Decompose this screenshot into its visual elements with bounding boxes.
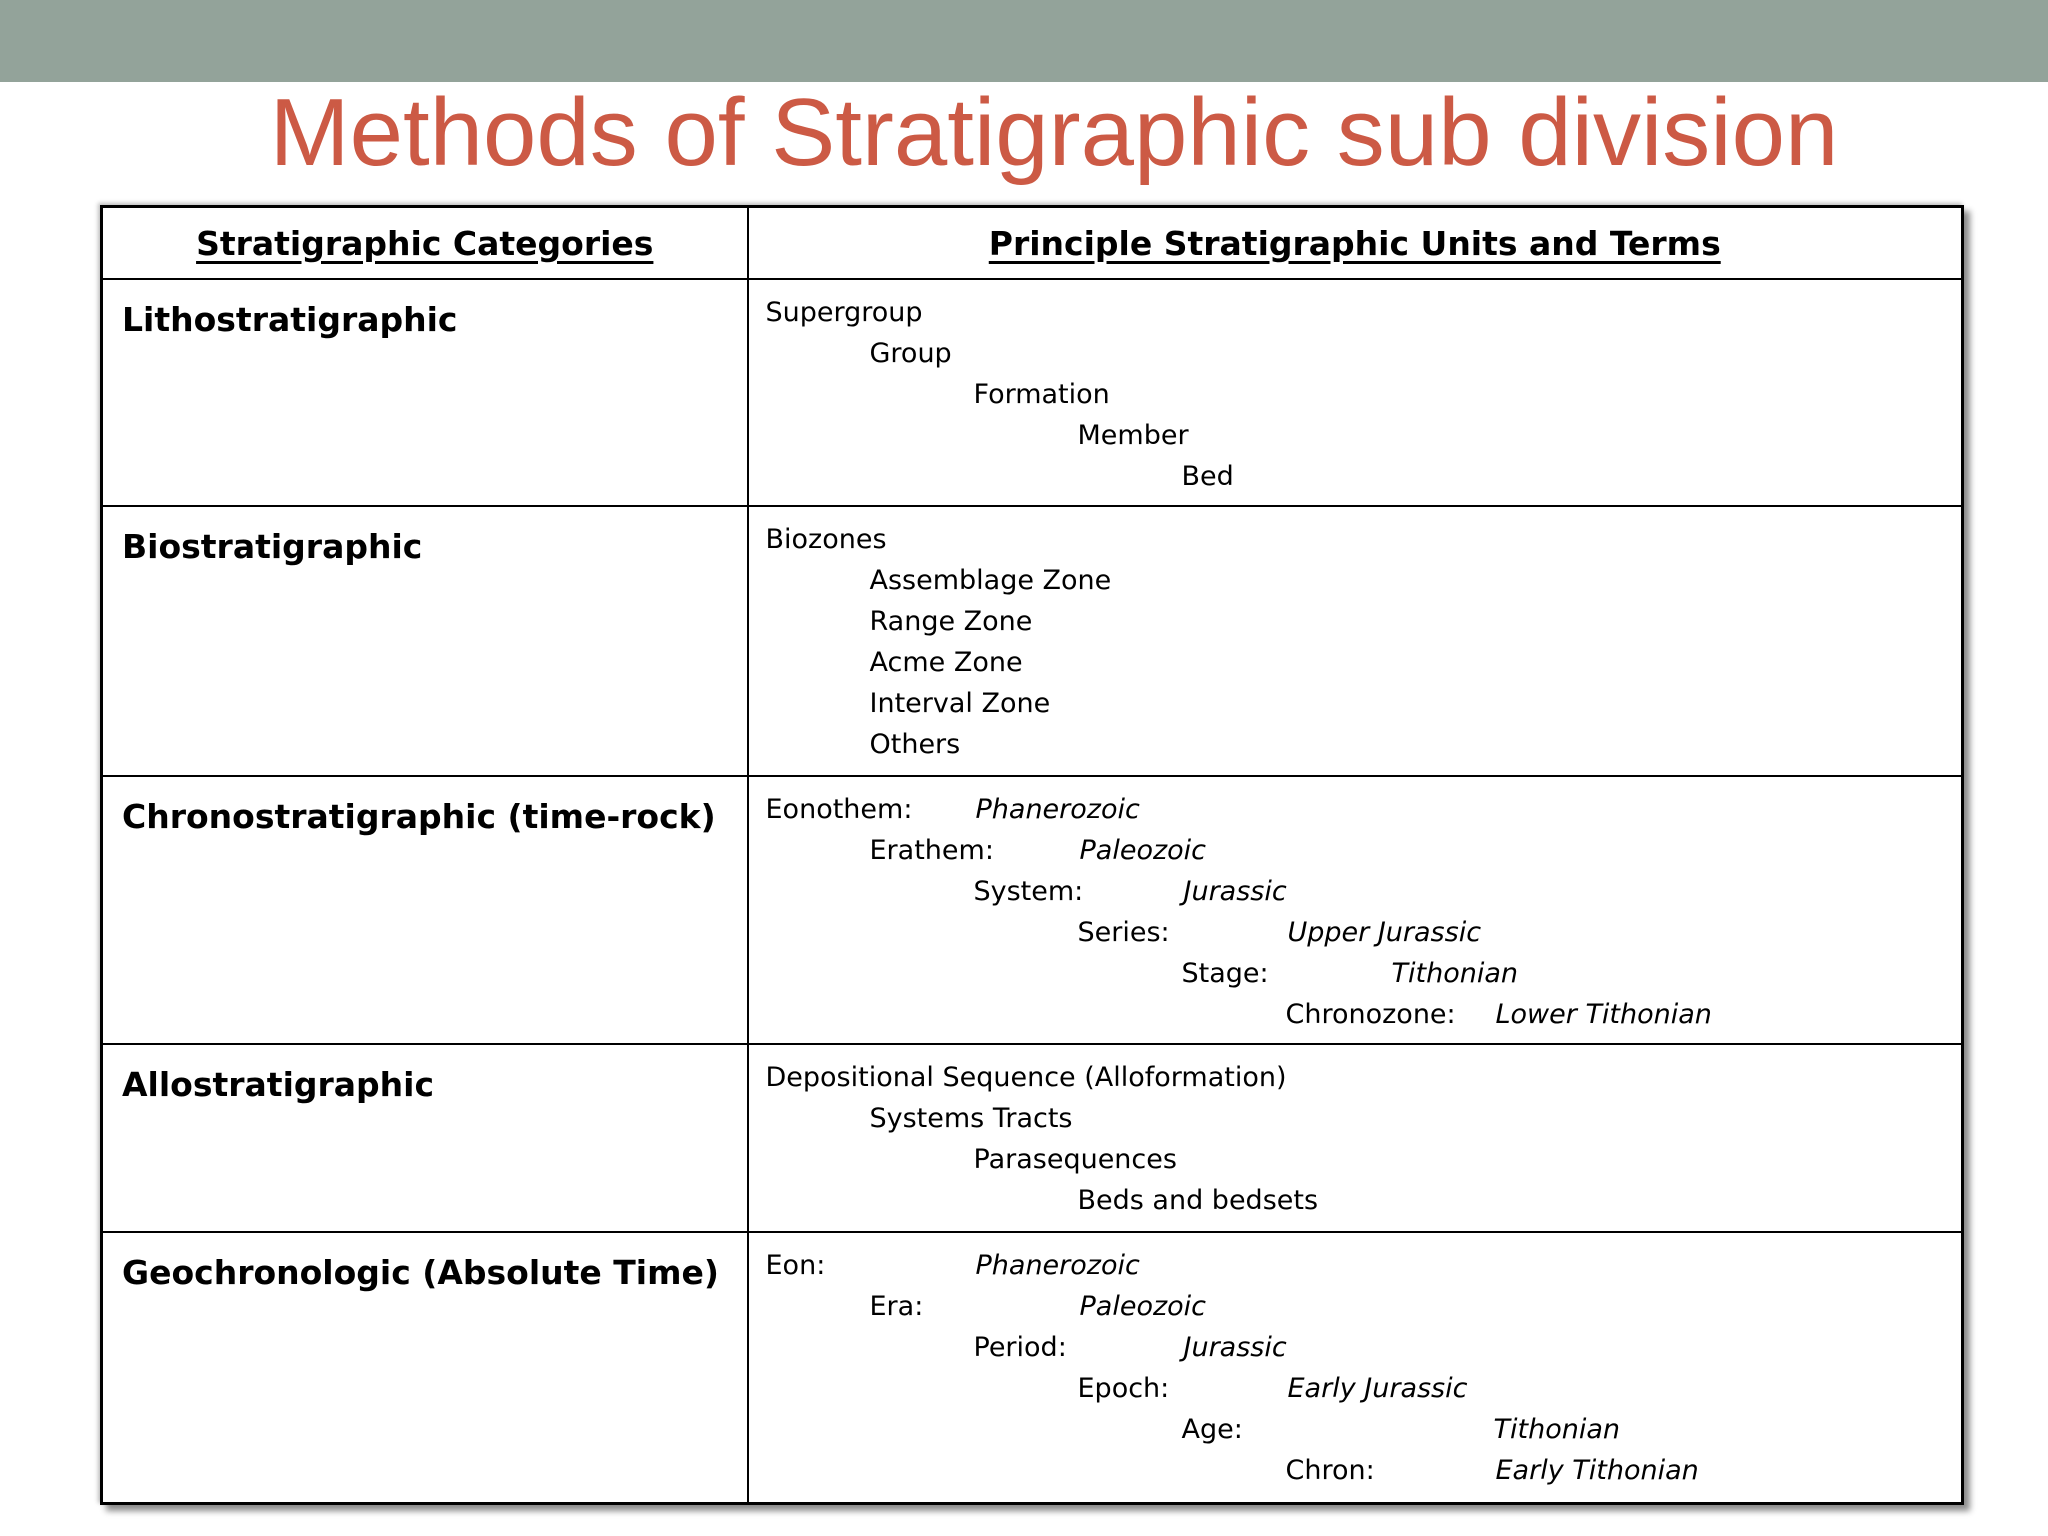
unit-value: Jurassic — [1183, 876, 1287, 907]
unit-label: Depositional Sequence (Alloformation) — [765, 1062, 1287, 1093]
table-row — [102, 506, 1963, 776]
units-cell — [748, 1044, 1963, 1232]
units-cell — [748, 776, 1963, 1044]
unit-label: Erathem: — [869, 835, 994, 866]
unit-value: Paleozoic — [1079, 1291, 1206, 1322]
category-cell: Chronostratigraphic (time-rock) — [102, 776, 748, 1044]
unit-value: Lower Tithonian — [1495, 999, 1712, 1030]
unit-value: Upper Jurassic — [1287, 917, 1482, 948]
header-units-label: Principle Stratigraphic Units and Terms — [988, 223, 1721, 263]
unit-value: Phanerozoic — [975, 1250, 1140, 1281]
strat-table — [100, 205, 1964, 1505]
unit-line — [870, 1102, 1073, 1136]
unit-line — [869, 834, 1206, 868]
units-cell — [748, 506, 1963, 776]
unit-label: Eonothem: — [765, 794, 913, 825]
unit-label: Series: — [1077, 917, 1170, 948]
unit-line — [870, 337, 952, 371]
unit-label: Parasequences — [973, 1144, 1177, 1175]
unit-label: Era: — [869, 1291, 924, 1322]
unit-line — [1182, 460, 1234, 494]
unit-value: Paleozoic — [1079, 835, 1206, 866]
unit-value: Early Tithonian — [1495, 1455, 1699, 1486]
unit-value: Early Jurassic — [1287, 1373, 1468, 1404]
unit-line — [766, 523, 887, 557]
unit-value: Tithonian — [1391, 958, 1518, 989]
unit-label: Assemblage Zone — [869, 565, 1112, 596]
unit-line — [870, 564, 1112, 598]
unit-label: Chron: — [1285, 1455, 1375, 1486]
header-units — [748, 207, 1963, 280]
category-cell: Biostratigraphic — [102, 506, 748, 776]
unit-label: System: — [973, 876, 1084, 907]
table-row — [102, 1232, 1963, 1504]
unit-label: Period: — [973, 1332, 1067, 1363]
unit-label: Supergroup — [765, 297, 923, 328]
table-row — [102, 776, 1963, 1044]
unit-label: Beds and bedsets — [1077, 1185, 1319, 1216]
strat-table-container — [100, 205, 1964, 1505]
unit-label: Age: — [1181, 1414, 1243, 1445]
header-band — [0, 0, 2048, 82]
unit-line — [765, 1249, 1140, 1283]
unit-label: Acme Zone — [869, 647, 1023, 678]
unit-line — [1078, 419, 1189, 453]
unit-line — [869, 1290, 1206, 1324]
units-cell — [748, 1232, 1963, 1504]
unit-value: Phanerozoic — [975, 794, 1140, 825]
unit-label: Bed — [1181, 461, 1234, 492]
unit-line — [974, 1143, 1177, 1177]
unit-line — [1077, 916, 1482, 950]
units-cell — [748, 279, 1963, 506]
unit-line — [1285, 1454, 1699, 1488]
unit-label: Chronozone: — [1285, 999, 1456, 1030]
unit-line — [974, 378, 1110, 412]
table-row — [102, 1044, 1963, 1232]
unit-label: Member — [1077, 420, 1189, 451]
unit-line — [1181, 1413, 1620, 1447]
unit-label: Biozones — [765, 524, 887, 555]
unit-label: Range Zone — [869, 606, 1033, 637]
unit-label: Formation — [973, 379, 1110, 410]
table-header-row — [102, 207, 1963, 280]
unit-label: Stage: — [1181, 958, 1269, 989]
unit-line — [973, 1331, 1287, 1365]
unit-line — [973, 875, 1287, 909]
unit-label: Systems Tracts — [869, 1103, 1073, 1134]
unit-line — [870, 728, 961, 762]
category-cell: Lithostratigraphic — [102, 279, 748, 506]
unit-line — [870, 687, 1051, 721]
unit-value: Jurassic — [1183, 1332, 1287, 1363]
header-categories: Stratigraphic Categories — [102, 207, 748, 280]
unit-label: Eon: — [765, 1250, 826, 1281]
unit-line — [1285, 998, 1712, 1032]
category-cell: Allostratigraphic — [102, 1044, 748, 1232]
unit-line — [766, 296, 923, 330]
slide-title: Methods of Stratigraphic sub division — [269, 79, 1839, 186]
unit-line — [870, 646, 1023, 680]
unit-value: Tithonian — [1493, 1414, 1620, 1445]
unit-label: Interval Zone — [869, 688, 1051, 719]
category-cell: Geochronologic (Absolute Time) — [102, 1232, 748, 1504]
unit-label: Group — [869, 338, 952, 369]
unit-line — [765, 793, 1140, 827]
table-row — [102, 279, 1963, 506]
unit-line — [766, 1061, 1287, 1095]
unit-line — [1078, 1184, 1319, 1218]
unit-line — [1077, 1372, 1468, 1406]
unit-label: Others — [869, 729, 961, 760]
unit-line — [870, 605, 1033, 639]
unit-line — [1181, 957, 1518, 991]
unit-label: Epoch: — [1077, 1373, 1170, 1404]
